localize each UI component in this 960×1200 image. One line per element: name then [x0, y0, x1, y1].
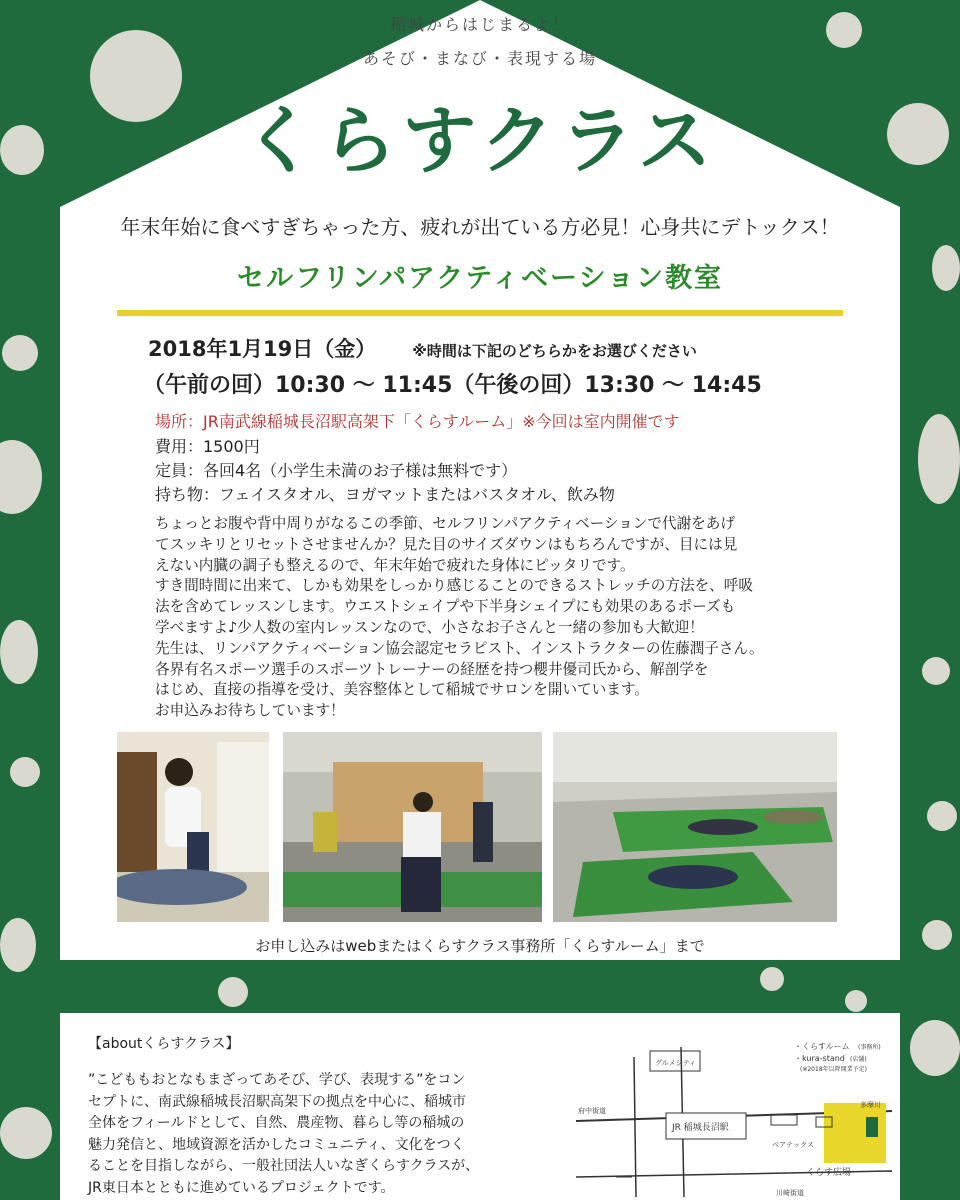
- decor-dot: [910, 1020, 960, 1076]
- event-date-line: [148, 333, 697, 363]
- photo-massage: [117, 732, 269, 922]
- description-line: お申込みお待ちしています！: [155, 702, 345, 720]
- event-bring: 持ち物：フェイスタオル、ヨガマットまたはバスタオル、飲み物: [155, 485, 615, 504]
- description-line: 学べますよ♪少人数の室内レッスンなので、小さなお子さんと一緒の参加も大歓迎！: [155, 618, 704, 636]
- map-label-room: ・くらすルーム: [794, 1042, 850, 1051]
- map-label-right: 多摩川: [860, 1101, 881, 1109]
- event-description: [155, 514, 815, 722]
- map-label-station: JR 稲城長沼駅: [672, 1123, 729, 1133]
- tagline-sub: あそび・まなび・表現する場: [362, 49, 597, 68]
- photo-outdoor-class: [283, 732, 542, 922]
- map-label-left: 府中街道: [578, 1107, 606, 1115]
- title-underline: [117, 310, 843, 316]
- tagline-top: 稲城からはじまるよ！: [389, 15, 570, 34]
- decor-dot: [218, 977, 248, 1007]
- map-label-square: くらす広場: [806, 1168, 852, 1178]
- about-line: セプトに、南武線稲城長沼駅高架下の拠点を中心に、稲城市: [88, 1093, 466, 1110]
- apply-note: お申し込みはwebまたはくらすクラス事務所「くらすルーム」まで: [255, 937, 705, 955]
- lead-text: 年末年始に食べすぎちゃった方、疲れが出ている方必見！心身共にデトックス！: [120, 215, 840, 239]
- description-line: すき間時間に出来て、しかも効果をしっかり感じることのできるストレッチの方法を、呼吸: [155, 577, 753, 595]
- about-panel: [60, 1013, 900, 1200]
- event-date: 2018年1月19日（金）: [148, 337, 377, 361]
- event-venue: 場所：JR南武線稲城長沼駅高架下「くらすルーム」※今回は室内開催です: [155, 412, 680, 431]
- description-line: 各界有名スポーツ選手のスポーツトレーナーの経歴を持つ櫻井優司氏から、解剖学を: [155, 660, 709, 678]
- about-line: ることを目指しながら、一般社団法人いなぎくらすクラスが、: [88, 1158, 480, 1174]
- access-map: [576, 1037, 892, 1197]
- description-line: 先生は、リンパアクティベーション協会認定セラピスト、インストラクターの佐藤潤子さん。: [155, 639, 764, 657]
- event-title: セルフリンパアクティベーション教室: [237, 263, 723, 294]
- description-line: てスッキリとリセットさせませんか？見た目のサイズダウンはもちろんですが、目には見: [155, 535, 738, 553]
- about-line: JR東日本とともに進めているプロジェクトです。: [88, 1179, 395, 1196]
- about-line: 全体をフィールドとして、自然、農産物、暮らし等の稲城の: [88, 1115, 465, 1131]
- decor-dot: [0, 1107, 52, 1159]
- about-line: 魅力発信と、地域資源を活かしたコミュニティ、文化をつく: [88, 1136, 465, 1153]
- time-note: ※時間は下記のどちらかをお選びください: [412, 342, 697, 360]
- map-label-room-note: (事務所): [858, 1044, 881, 1051]
- event-capacity: 定員：各回4名（小学生未満のお子様は無料です）: [155, 461, 518, 480]
- decor-dot: [845, 990, 867, 1012]
- map-label-shop: グルメシティ: [655, 1059, 697, 1067]
- photo-mats: [553, 732, 837, 922]
- logo: くらすクラス: [242, 98, 718, 184]
- map-label-road: 川崎街道: [776, 1189, 804, 1197]
- about-text: [88, 1070, 564, 1199]
- map-label-stand: ・kura-stand: [794, 1054, 845, 1063]
- map-label-stand-note: (店舗): [850, 1056, 867, 1063]
- about-line: ”こどももおとなもまざってあそび、学び、表現する”をコン: [88, 1072, 466, 1088]
- description-line: はじめ、直接の指導を受け、美容整体として稲城でサロンを開いています。: [155, 681, 649, 699]
- description-line: えない内臓の調子も整えるので、年末年始で疲れた身体にピッタリです。: [155, 556, 635, 574]
- about-heading: 【aboutくらすクラス】: [88, 1036, 240, 1052]
- decor-dot: [760, 967, 784, 991]
- event-fee: 費用：1500円: [155, 437, 260, 456]
- map-label-since: (※2018年以降開業予定): [800, 1066, 867, 1073]
- event-sessions: （午前の回）10:30 ～ 11:45（午後の回）13:30 ～ 14:45: [143, 373, 762, 398]
- description-line: 法を含めてレッスンします。ウエストシェイプや下半身シェイプにも効果のあるポーズも: [155, 598, 736, 616]
- map-label-bell: ベアテックス: [772, 1141, 814, 1149]
- description-line: ちょっとお腹や背中周りがなるこの季節、セルフリンパアクティベーションで代謝をあげ: [155, 515, 735, 532]
